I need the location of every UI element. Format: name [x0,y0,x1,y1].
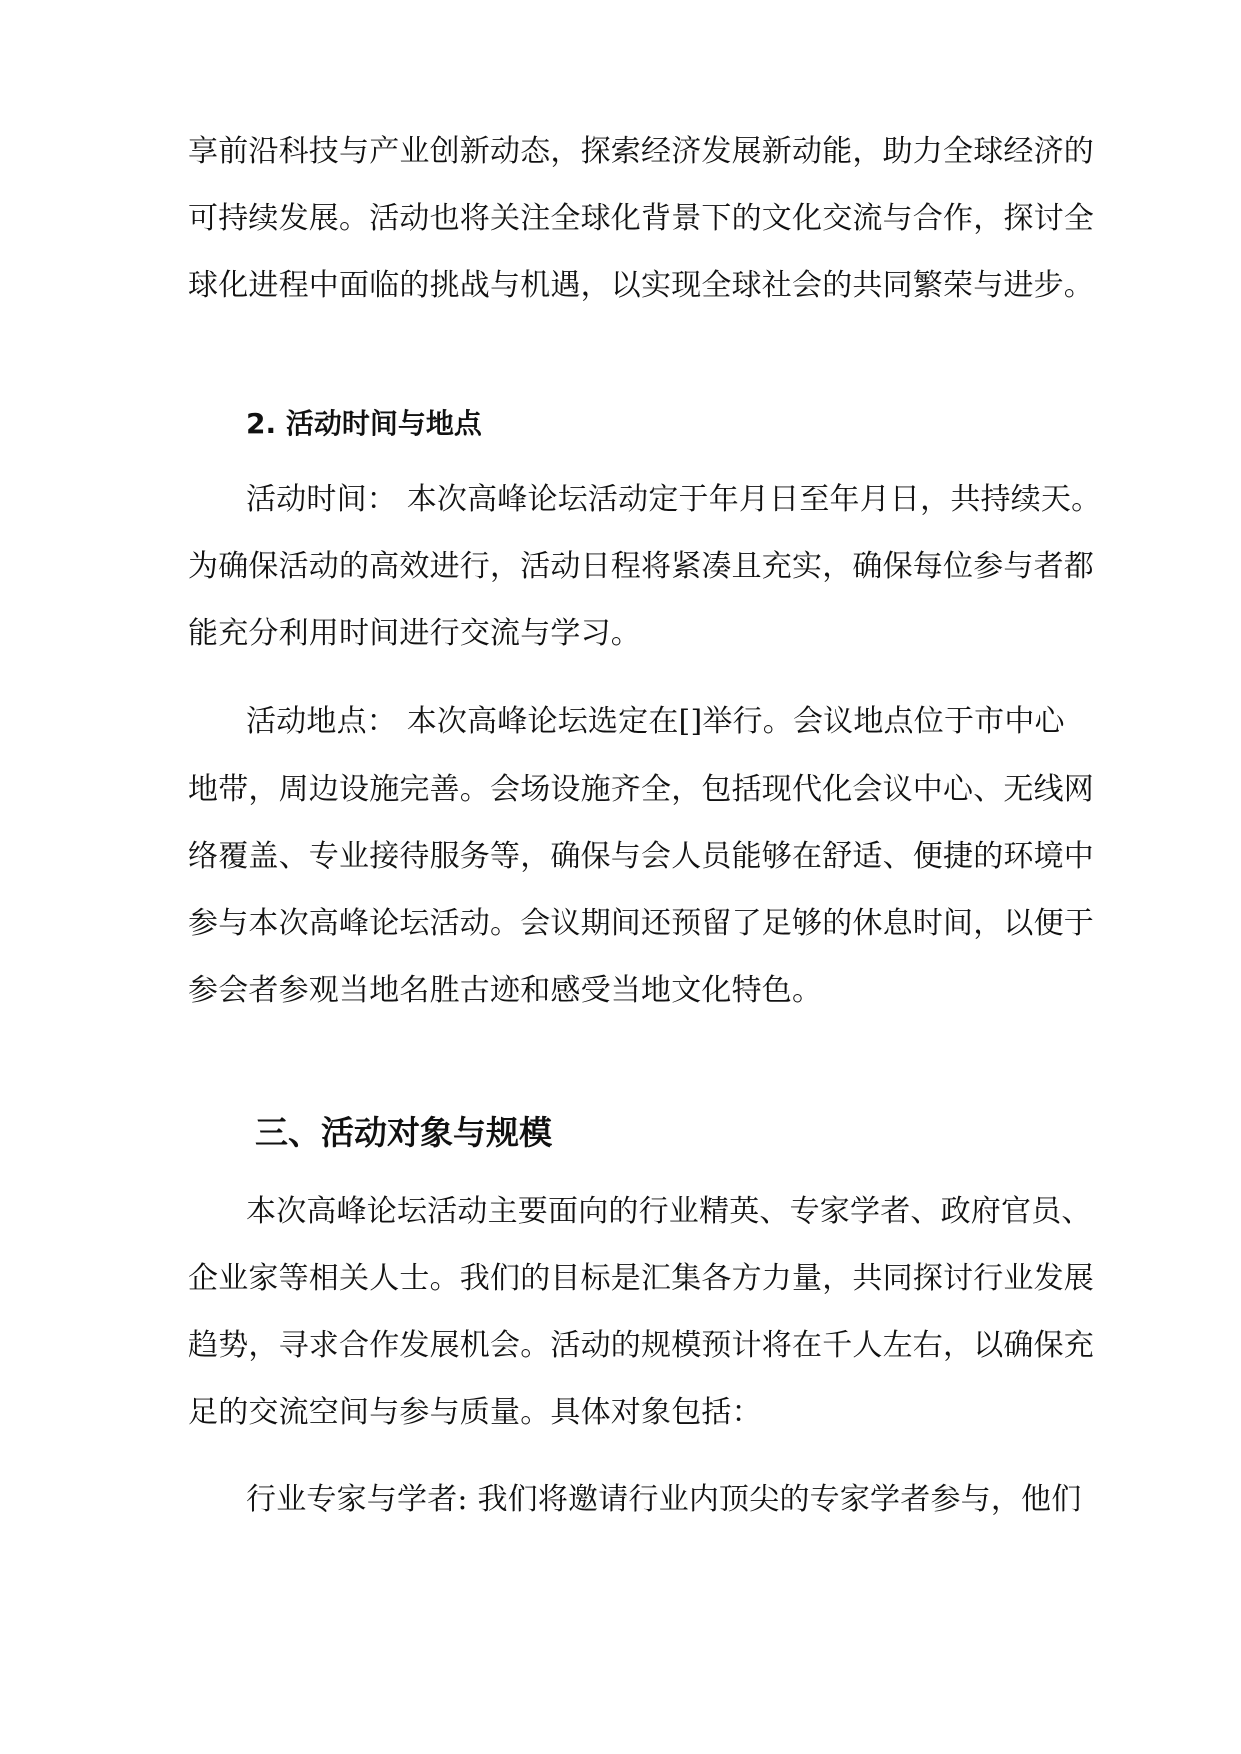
paragraph-line: 享前沿科技与产业创新动态，探索经济发展新动能，助力全球经济的 [188,134,1094,169]
place-paragraph-line: 络覆盖、专业接待服务等，确保与会人员能够在舒适、便捷的环境中 [188,839,1094,874]
place-paragraph-line: 参与本次高峰论坛活动。会议期间还预留了足够的休息时间，以便于 [188,906,1094,941]
intro-paragraph-line: 企业家等相关人士。我们的目标是汇集各方力量，共同探讨行业发展 [188,1261,1094,1296]
time-paragraph-line: 能充分利用时间进行交流与学习。 [188,616,641,651]
intro-paragraph-line: 趋势，寻求合作发展机会。活动的规模预计将在千人左右，以确保充 [188,1328,1094,1363]
intro-paragraph-line: 足的交流空间与参与质量。具体对象包括： [188,1395,762,1430]
section-3-heading: 三、活动对象与规模 [255,1113,552,1152]
place-paragraph-line: 地带，周边设施完善。会场设施齐全，包括现代化会议中心、无线网 [188,772,1094,807]
place-paragraph-line: 活动地点： 本次高峰论坛选定在[]举行。会议地点位于市中心 [246,704,1065,739]
section-2-heading: 2. 活动时间与地点 [246,407,482,440]
place-paragraph-line: 参会者参观当地名胜古迹和感受当地文化特色。 [188,973,823,1008]
paragraph-line: 可持续发展。活动也将关注全球化背景下的文化交流与合作，探讨全 [188,201,1094,236]
time-paragraph-line: 为确保活动的高效进行，活动日程将紧凑且充实，确保每位参与者都 [188,549,1094,584]
intro-paragraph-line: 本次高峰论坛活动主要面向的行业精英、专家学者、政府官员、 [246,1194,1092,1229]
paragraph-line: 球化进程中面临的挑战与机遇，以实现全球社会的共同繁荣与进步。 [188,268,1094,303]
time-paragraph-line: 活动时间： 本次高峰论坛活动定于年月日至年月日，共持续天。 [246,482,1102,517]
experts-paragraph-line: 行业专家与学者: 我们将邀请行业内顶尖的专家学者参与，他们 [246,1482,1082,1517]
